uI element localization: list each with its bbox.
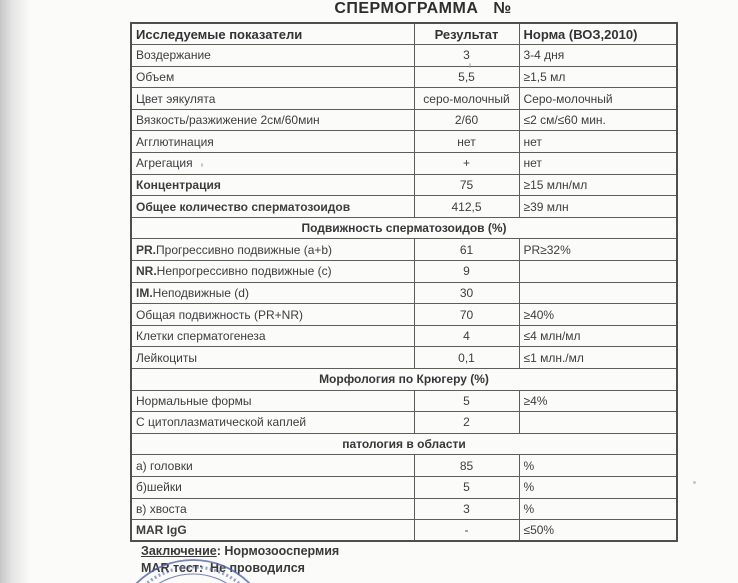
parameter-name: NR.Непрогрессивно подвижные (c) <box>131 261 414 283</box>
parameter-name: IM.Неподвижные (d) <box>131 282 414 304</box>
table-row <box>131 390 677 412</box>
table-row <box>131 476 677 498</box>
result-value: - <box>414 520 519 542</box>
parameter-name: Цвет эякулята <box>131 88 414 110</box>
table-row <box>131 261 677 283</box>
norm-value: ≤1 млн./мл <box>519 347 677 369</box>
norm-value: ≤2 см/≤60 мин. <box>519 109 677 131</box>
conclusion-value: : Нормозооспермия <box>216 544 340 558</box>
parameter-name: Лейкоциты <box>131 347 414 369</box>
table-row <box>131 520 677 542</box>
table-row <box>131 153 677 175</box>
result-value: 85 <box>414 455 519 477</box>
conclusion-label: Заключение <box>141 544 217 558</box>
parameter-name: Нормальные формы <box>131 390 414 412</box>
parameter-name: Концентрация <box>131 174 414 196</box>
table-row <box>131 412 677 434</box>
norm-value: ≥4% <box>519 390 677 412</box>
result-value: 75 <box>414 174 519 196</box>
table-row <box>131 304 677 326</box>
parameter-name: Агрегация <box>131 153 414 175</box>
table-row <box>131 498 677 520</box>
parameter-name: Общее количество сперматозоидов <box>131 196 414 218</box>
norm-value: % <box>519 476 677 498</box>
table-row <box>131 88 677 110</box>
norm-value: нет <box>519 153 677 175</box>
norm-value: PR≥32% <box>519 239 677 261</box>
conclusion-block <box>141 543 339 577</box>
result-value: 2/60 <box>414 109 519 131</box>
result-value: 0,1 <box>414 347 519 369</box>
result-value: 2 <box>414 412 519 434</box>
column-header-result: Результат <box>414 23 519 45</box>
section-row <box>131 217 677 239</box>
mar-test-label: MAR тест: <box>141 561 204 575</box>
column-header-parameters: Исследуемые показатели <box>131 23 414 45</box>
table-row <box>131 45 677 67</box>
result-value: 61 <box>414 239 519 261</box>
result-value: 5 <box>414 390 519 412</box>
norm-value: ≥40% <box>519 304 677 326</box>
result-value: 5 <box>414 476 519 498</box>
mar-test-line <box>141 560 339 577</box>
parameter-name: Объем <box>131 66 414 88</box>
report-table <box>130 22 678 542</box>
result-value: 30 <box>414 282 519 304</box>
section-label: Подвижность сперматозоидов (%) <box>131 217 677 239</box>
norm-value: % <box>519 455 677 477</box>
parameter-name: Вязкость/разжижение 2см/60мин <box>131 109 414 131</box>
scan-speck <box>201 163 203 167</box>
table-row <box>131 455 677 477</box>
result-value: + <box>414 153 519 175</box>
table-row <box>131 131 677 153</box>
result-value: 9 <box>414 261 519 283</box>
result-value: серо-молочный <box>414 88 519 110</box>
parameter-name: Воздержание <box>131 45 414 67</box>
table-row <box>131 347 677 369</box>
result-value: 3 <box>414 45 519 67</box>
section-row <box>131 433 677 455</box>
table-row <box>131 66 677 88</box>
table-row <box>131 325 677 347</box>
parameter-name: Клетки сперматогенеза <box>131 325 414 347</box>
norm-value: нет <box>519 131 677 153</box>
norm-value: ≥15 млн/мл <box>519 174 677 196</box>
mar-test-value: Не проводился <box>210 561 305 575</box>
norm-value: ≥39 млн <box>519 196 677 218</box>
scan-page-edge <box>0 0 30 583</box>
result-value: 412,5 <box>414 196 519 218</box>
result-value: нет <box>414 131 519 153</box>
table-row <box>131 239 677 261</box>
table-row <box>131 174 677 196</box>
report-table-head <box>131 23 677 45</box>
result-value: 3 <box>414 498 519 520</box>
parameter-name: б)шейки <box>131 476 414 498</box>
page-title: СПЕРМОГРАММА № <box>334 0 512 17</box>
norm-value <box>519 261 677 283</box>
spermogram-table <box>130 22 676 542</box>
norm-value: ≤4 млн/мл <box>519 325 677 347</box>
parameter-name: С цитоплазматической каплей <box>131 412 414 434</box>
result-value: 4 <box>414 325 519 347</box>
conclusion-line <box>141 543 339 560</box>
norm-value: 3-4 дня <box>519 45 677 67</box>
parameter-name: в) хвоста <box>131 498 414 520</box>
table-row <box>131 196 677 218</box>
scan-speck <box>469 63 471 68</box>
section-row <box>131 369 677 391</box>
parameter-name: MAR IgG <box>131 520 414 542</box>
norm-value: Серо-молочный <box>519 88 677 110</box>
norm-value <box>519 412 677 434</box>
parameter-name: PR.Прогрессивно подвижные (a+b) <box>131 239 414 261</box>
scan-speck <box>693 481 696 484</box>
norm-value: ≥1,5 мл <box>519 66 677 88</box>
parameter-name: Агглютинация <box>131 131 414 153</box>
norm-value: ≤50% <box>519 520 677 542</box>
section-label: патология в области <box>131 433 677 455</box>
norm-value <box>519 282 677 304</box>
result-value: 70 <box>414 304 519 326</box>
result-value: 5,5 <box>414 66 519 88</box>
column-header-norm: Норма (ВОЗ,2010) <box>519 23 677 45</box>
header-row <box>131 23 677 45</box>
section-label: Морфология по Крюгеру (%) <box>131 369 677 391</box>
parameter-name: Общая подвижность (PR+NR) <box>131 304 414 326</box>
norm-value: % <box>519 498 677 520</box>
parameter-name: а) головки <box>131 455 414 477</box>
report-table-body <box>131 45 677 542</box>
table-row <box>131 282 677 304</box>
table-row <box>131 109 677 131</box>
